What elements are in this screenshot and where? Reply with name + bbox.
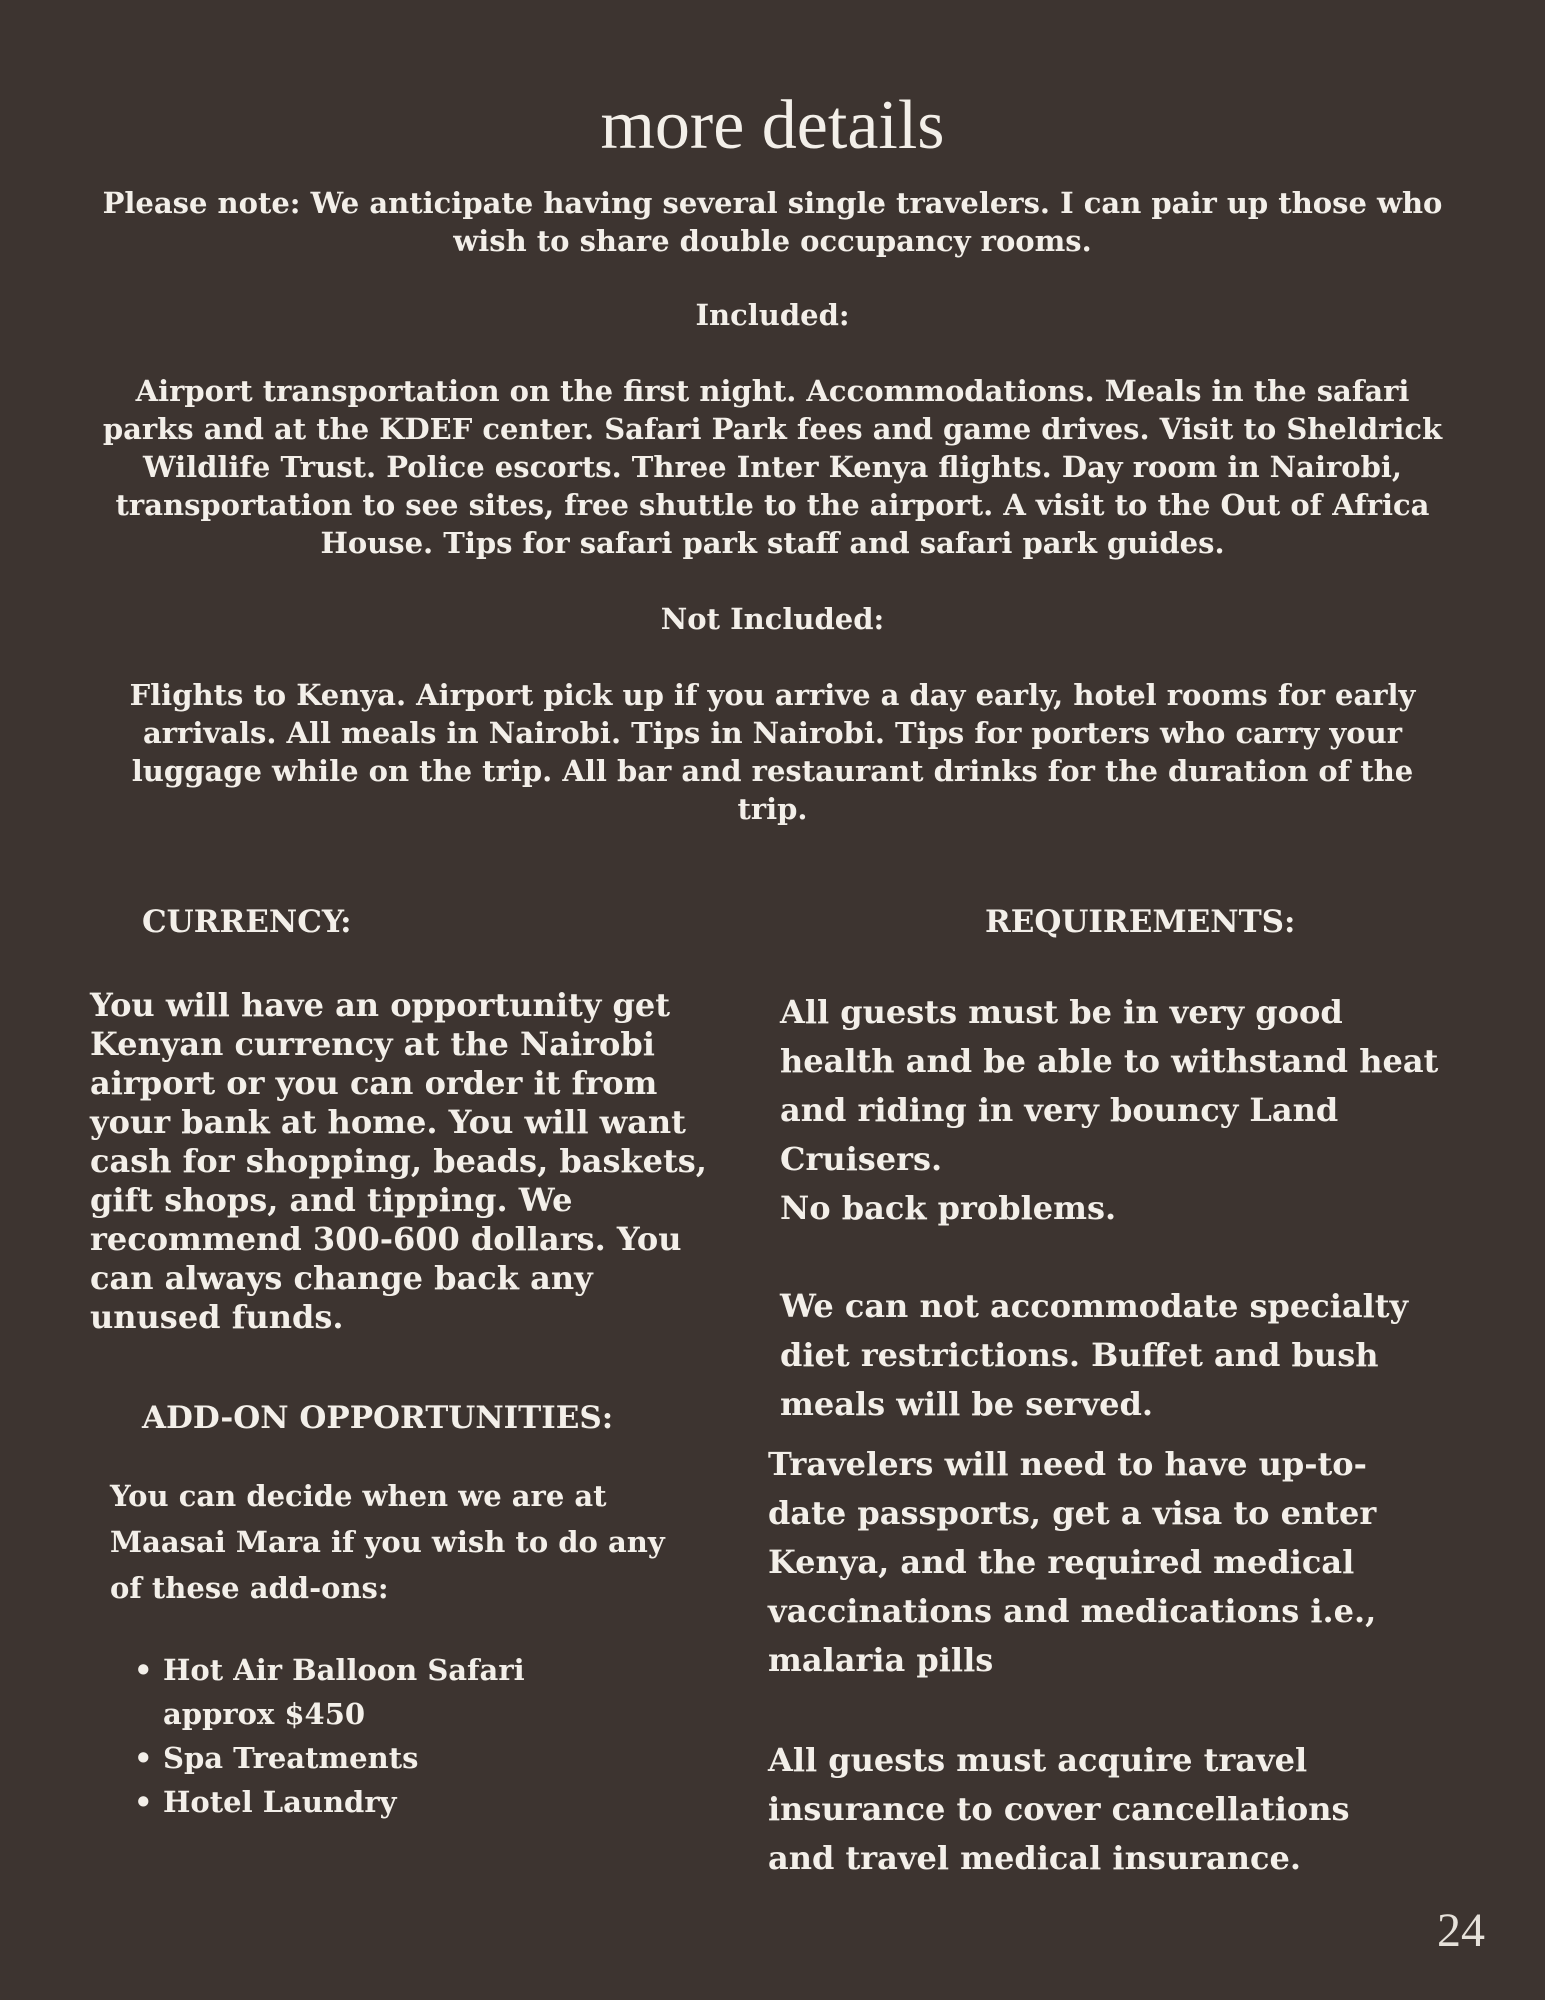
- page-title: more details: [600, 87, 945, 164]
- requirements-back: No back problems.: [780, 1189, 1117, 1227]
- currency-text: You will have an opportunity get Kenyan currency at the Nairobi airport or you can order it from your bank at home. You will want cash for shopping, beads, baskets, gift shops, and tipping. We recommend 300-600 dollars. You can always change back any unused funds.: [90, 986, 707, 1336]
- requirements-insurance: All guests must acquire travel insurance to cover cancellations and travel medical insurance.: [768, 1741, 1350, 1877]
- addon-item-spa: Spa Treatments: [163, 1741, 419, 1775]
- requirements-heading: REQUIREMENTS:: [985, 904, 1296, 940]
- addon-item-laundry: Hotel Laundry: [163, 1785, 397, 1819]
- currency-heading: CURRENCY:: [142, 904, 352, 940]
- requirements-health: All guests must be in very good health and be able to withstand heat and riding in very bouncy Land Cruisers.: [780, 993, 1439, 1178]
- included-heading: Included:: [695, 298, 850, 332]
- list-item: [128, 1736, 588, 1780]
- addon-item-balloon: Hot Air Balloon Safari approx $450: [163, 1653, 525, 1731]
- not-included-text: Flights to Kenya. Airport pick up if you arrive a day early, hotel rooms for early arrivals. All meals in Nairobi. Tips in Nairobi. Tips for porters who carry your luggage while on the trip. All bar and restaurant drinks for the duration of the trip.: [129, 678, 1416, 826]
- single-travelers-note: Please note: We anticipate having several single travelers. I can pair up those who wish to share double occupancy rooms.: [102, 186, 1443, 258]
- list-item: [128, 1780, 588, 1824]
- requirements-passports: Travelers will need to have up-to-date passports, get a visa to enter Kenya, and the required medical vaccinations and medications i.e., malaria pills: [768, 1445, 1377, 1679]
- included-text: Airport transportation on the first night. Accommodations. Meals in the safari parks and at the KDEF center. Safari Park fees and game drives. Visit to Sheldrick Wildlife Trust. Police escorts. Three Inter Kenya flights. Day room in Nairobi, transportation to see sites, free shuttle to the airport. A visit to the Out of Africa House. Tips for safari park staff and safari park guides.: [102, 374, 1443, 560]
- bullet-icon: •: [134, 1741, 153, 1775]
- not-included-heading: Not Included:: [660, 602, 885, 636]
- bullet-icon: •: [134, 1653, 153, 1687]
- addons-heading: ADD-ON OPPORTUNITIES:: [142, 1400, 614, 1436]
- addons-list: [128, 1648, 588, 1824]
- addons-intro: You can decide when we are at Maasai Mara if you wish to do any of these add-ons:: [110, 1479, 665, 1605]
- page-number: 24: [1437, 1904, 1485, 1957]
- bullet-icon: •: [134, 1785, 153, 1819]
- requirements-diet: We can not accommodate specialty diet restrictions. Buffet and bush meals will be served.: [780, 1287, 1409, 1423]
- list-item: [128, 1648, 588, 1736]
